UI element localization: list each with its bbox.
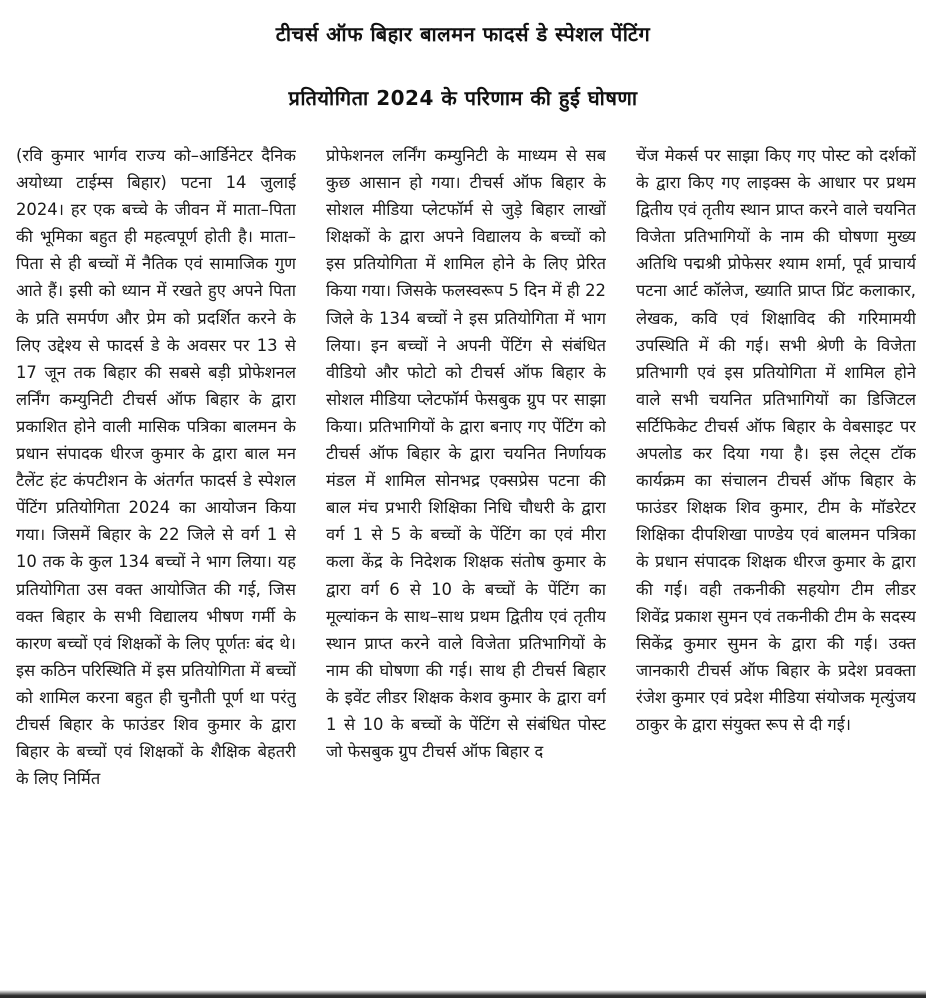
column-3-text: चेंज मेकर्स पर साझा किए गए पोस्ट को दर्शकों के द्वारा किए गए लाइक्स के आधार पर प्रथम द्वितीय एवं तृतीय स्थान प्राप्त करने वाले चयनित विजेता प्रतिभागियों के नाम की घोषणा मुख्य अतिथि पद्मश्री प्रोफेसर श्याम शर्मा, पूर्व प्राचार्य पटना आर्ट कॉलेज, ख्याति प्राप्त प्रिंट कलाकार, लेखक, कवि एवं शिक्षाविद की गरिमामयी उपस्थिति में की गई। सभी श्रेणी के विजेता प्रतिभागी एवं इस प्रतियोगिता में शामिल होने वाले सभी चयनित प्रतिभागियों का डिजिटल सर्टिफिकेट टीचर्स ऑफ बिहार के वेबसाइट पर अपलोड कर दिया गया है। इस लेट्स टॉक कार्यक्रम का संचालन टीचर्स ऑफ बिहार के फाउंडर शिक्षक शिव कुमार, टीम के मॉडरेटर शिक्षिका दीपशिखा पाण्डेय एवं बालमन पत्रिका के प्रधान संपादक शिक्षक धीरज कुमार के द्वारा की गई। वही तकनीकी सहयोग टीम लीडर शिवेंद्र प्रकाश सुमन एवं तकनीकी टीम के सदस्य सिकेंद्र कुमार सुमन के द्वारा की गई। उक्त जानकारी टीचर्स ऑफ बिहार के प्रदेश प्रवक्ता रंजेश कुमार एवं प्रदेश मीडिया संयोजक मृत्युंजय ठाकुर के द्वारा संयुक्त रूप से दी गई। xyxy=(636,146,916,734)
headline-line-2: प्रतियोगिता 2024 के परिणाम की हुई घोषणा xyxy=(288,86,638,110)
next-headline-fragment xyxy=(0,990,926,998)
article-column-2 xyxy=(326,142,606,998)
headline-line-1: टीचर्स ऑफ बिहार बालमन फादर्स डे स्पेशल पेंटिंग xyxy=(275,22,651,46)
article-column-3 xyxy=(636,142,916,998)
article-column-1 xyxy=(16,142,296,998)
column-2-text: प्रोफेशनल लर्निंग कम्युनिटी के माध्यम से सब कुछ आसान हो गया। टीचर्स ऑफ बिहार के सोशल मीडिया प्लेटफॉर्म से जुड़े बिहार लाखों शिक्षकों के द्वारा अपने विद्यालय के बच्चों को इस प्रतियोगिता में शामिल होने के लिए प्रेरित किया गया। जिसके फलस्वरूप 5 दिन में ही 22 जिले के 134 बच्चों ने इस प्रतियोगिता में भाग लिया। इन बच्चों ने अपनी पेंटिंग से संबंधित वीडियो और फोटो को टीचर्स ऑफ बिहार के सोशल मीडिया प्लेटफॉर्म फेसबुक ग्रुप पर साझा किया। प्रतिभागियों के द्वारा बनाए गए पेंटिंग को टीचर्स ऑफ बिहार के द्वारा चयनित निर्णायक मंडल में शामिल सोनभद्र एक्सप्रेस पटना की बाल मंच प्रभारी शिक्षिका निधि चौधरी के द्वारा वर्ग 1 से 5 के बच्चों के पेंटिंग का एवं मीरा कला केंद्र के निदेशक शिक्षक संतोष कुमार के द्वारा वर्ग 6 से 10 के बच्चों के पेंटिंग का मूल्यांकन के साथ–साथ प्रथम द्वितीय एवं तृतीय स्थान प्राप्त करने वाले विजेता प्रतिभागियों के नाम की घोषणा की गई। साथ ही टीचर्स बिहार के इवेंट लीडर शिक्षक केशव कुमार के द्वारा वर्ग 1 से 10 के बच्चों के पेंटिंग से संबंधित पोस्ट जो फेसबुक ग्रुप टीचर्स ऑफ बिहार द xyxy=(326,146,606,762)
headline xyxy=(0,0,926,130)
article-body xyxy=(16,142,916,998)
column-1-text: (रवि कुमार भार्गव राज्य को–आर्डिनेटर दैनिक अयोध्या टाईम्स बिहार) पटना 14 जुलाई 2024। हर एक बच्चे के जीवन में माता–पिता की भूमिका बहुत ही महत्वपूर्ण होती है। माता–पिता से ही बच्चों में नैतिक एवं सामाजिक गुण आते हैं। इसी को ध्यान में रखते हुए अपने पिता के प्रति समर्पण और प्रेम को प्रदर्शित करने के लिए उद्देश्य से फादर्स डे के अवसर पर 13 से 17 जून तक बिहार की सबसे बड़ी प्रोफेशनल लर्निंग कम्युनिटी टीचर्स ऑफ बिहार के द्वारा प्रकाशित होने वाली मासिक पत्रिका बालमन के प्रधान संपादक धीरज कुमार के द्वारा बाल मन टैलेंट हंट कंपटीशन के अंतर्गत फादर्स डे स्पेशल पेंटिंग प्रतियोगिता 2024 का आयोजन किया गया। जिसमें बिहार के 22 जिले से वर्ग 1 से 10 तक के कुल 134 बच्चों ने भाग लिया। यह प्रतियोगिता उस वक्त आयोजित की गई, जिस वक्त बिहार के सभी विद्यालय भीषण गर्मी के कारण बच्चों एवं शिक्षकों के लिए पूर्णतः बंद थे। इस कठिन परिस्थिति में इस प्रतियोगिता में बच्चों को शामिल करना बहुत ही चुनौती पूर्ण था परंतु टीचर्स बिहार के फाउंडर शिव कुमार के द्वारा बिहार के बच्चों एवं शिक्षकों के शैक्षिक बेहतरी के लिए निर्मित xyxy=(16,146,296,789)
